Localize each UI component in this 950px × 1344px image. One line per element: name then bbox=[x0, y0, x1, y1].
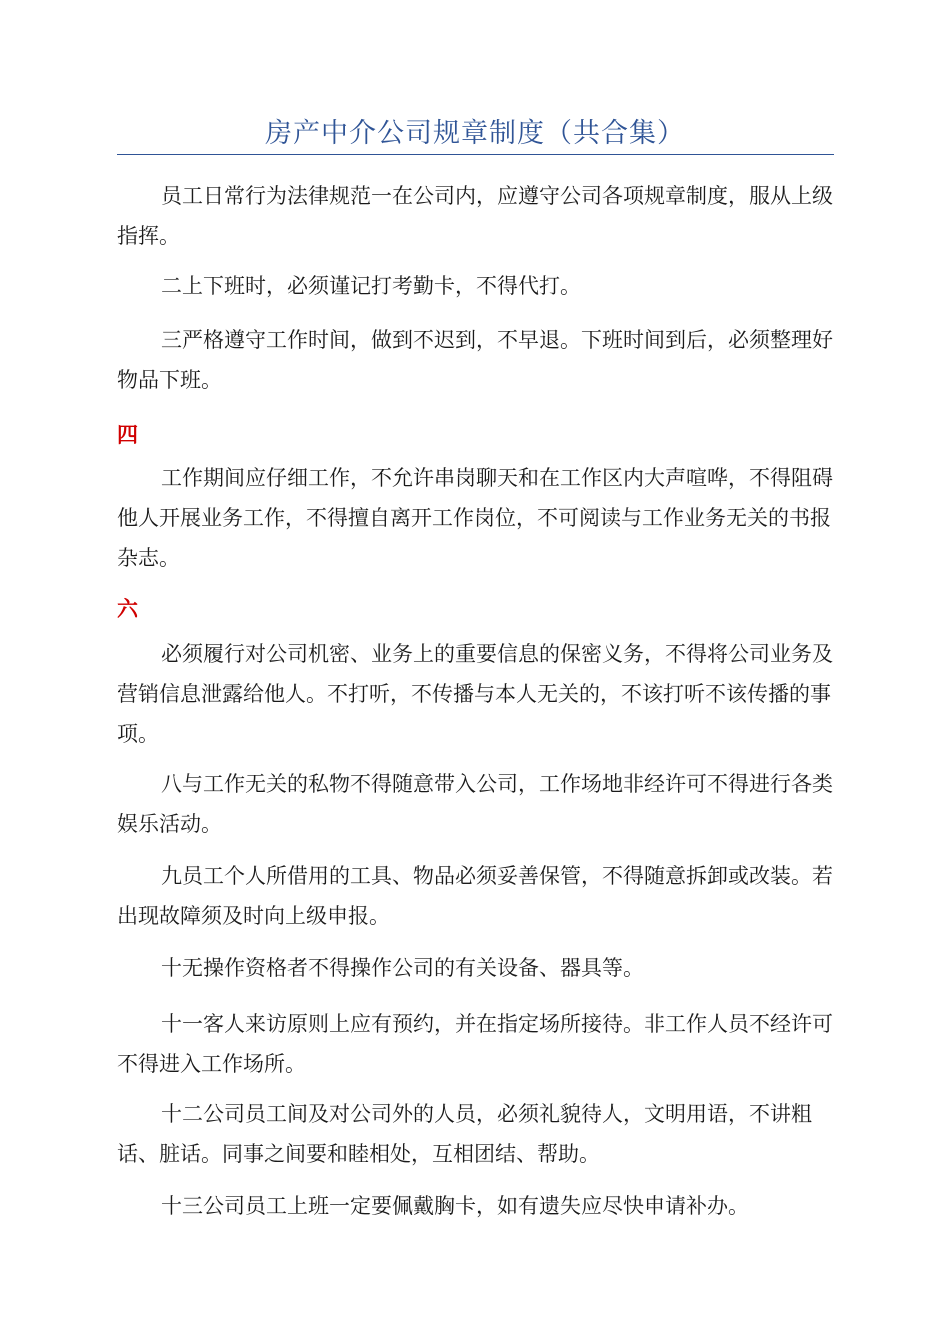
paragraph-8: 十无操作资格者不得操作公司的有关设备、器具等。 bbox=[161, 956, 644, 980]
paragraph-6: 八与工作无关的私物不得随意带入公司，工作场地非经许可不得进行各类娱乐活动。 bbox=[117, 772, 833, 836]
paragraph-10: 十二公司员工间及对公司外的人员，必须礼貌待人，文明用语，不讲粗话、脏话。同事之间要和睦相处，互相团结、帮助。 bbox=[117, 1102, 812, 1166]
paragraph-3: 三严格遵守工作时间，做到不迟到，不早退。下班时间到后，必须整理好物品下班。 bbox=[117, 328, 833, 392]
title-underline bbox=[117, 154, 834, 155]
section-heading-4: 四 bbox=[117, 422, 138, 447]
paragraph-9: 十一客人来访原则上应有预约，并在指定场所接待。非工作人员不经许可不得进入工作场所。 bbox=[117, 1012, 833, 1076]
paragraph-5: 必须履行对公司机密、业务上的重要信息的保密义务，不得将公司业务及营销信息泄露给他人。不打听，不传播与本人无关的，不该打听不该传播的事项。 bbox=[117, 642, 833, 746]
paragraph-4: 工作期间应仔细工作，不允许串岗聊天和在工作区内大声喧哗，不得阻碍他人开展业务工作，不得擅自离开工作岗位，不可阅读与工作业务无关的书报杂志。 bbox=[117, 466, 833, 570]
paragraph-2: 二上下班时，必须谨记打考勤卡，不得代打。 bbox=[161, 274, 581, 298]
document-title: 房产中介公司规章制度（共合集） bbox=[265, 118, 685, 149]
section-heading-6: 六 bbox=[117, 596, 138, 621]
paragraph-7: 九员工个人所借用的工具、物品必须妥善保管，不得随意拆卸或改装。若出现故障须及时向上级申报。 bbox=[117, 864, 833, 928]
paragraph-1: 员工日常行为法律规范一在公司内，应遵守公司各项规章制度，服从上级指挥。 bbox=[117, 184, 833, 248]
paragraph-11: 十三公司员工上班一定要佩戴胸卡，如有遗失应尽快申请补办。 bbox=[161, 1194, 749, 1218]
